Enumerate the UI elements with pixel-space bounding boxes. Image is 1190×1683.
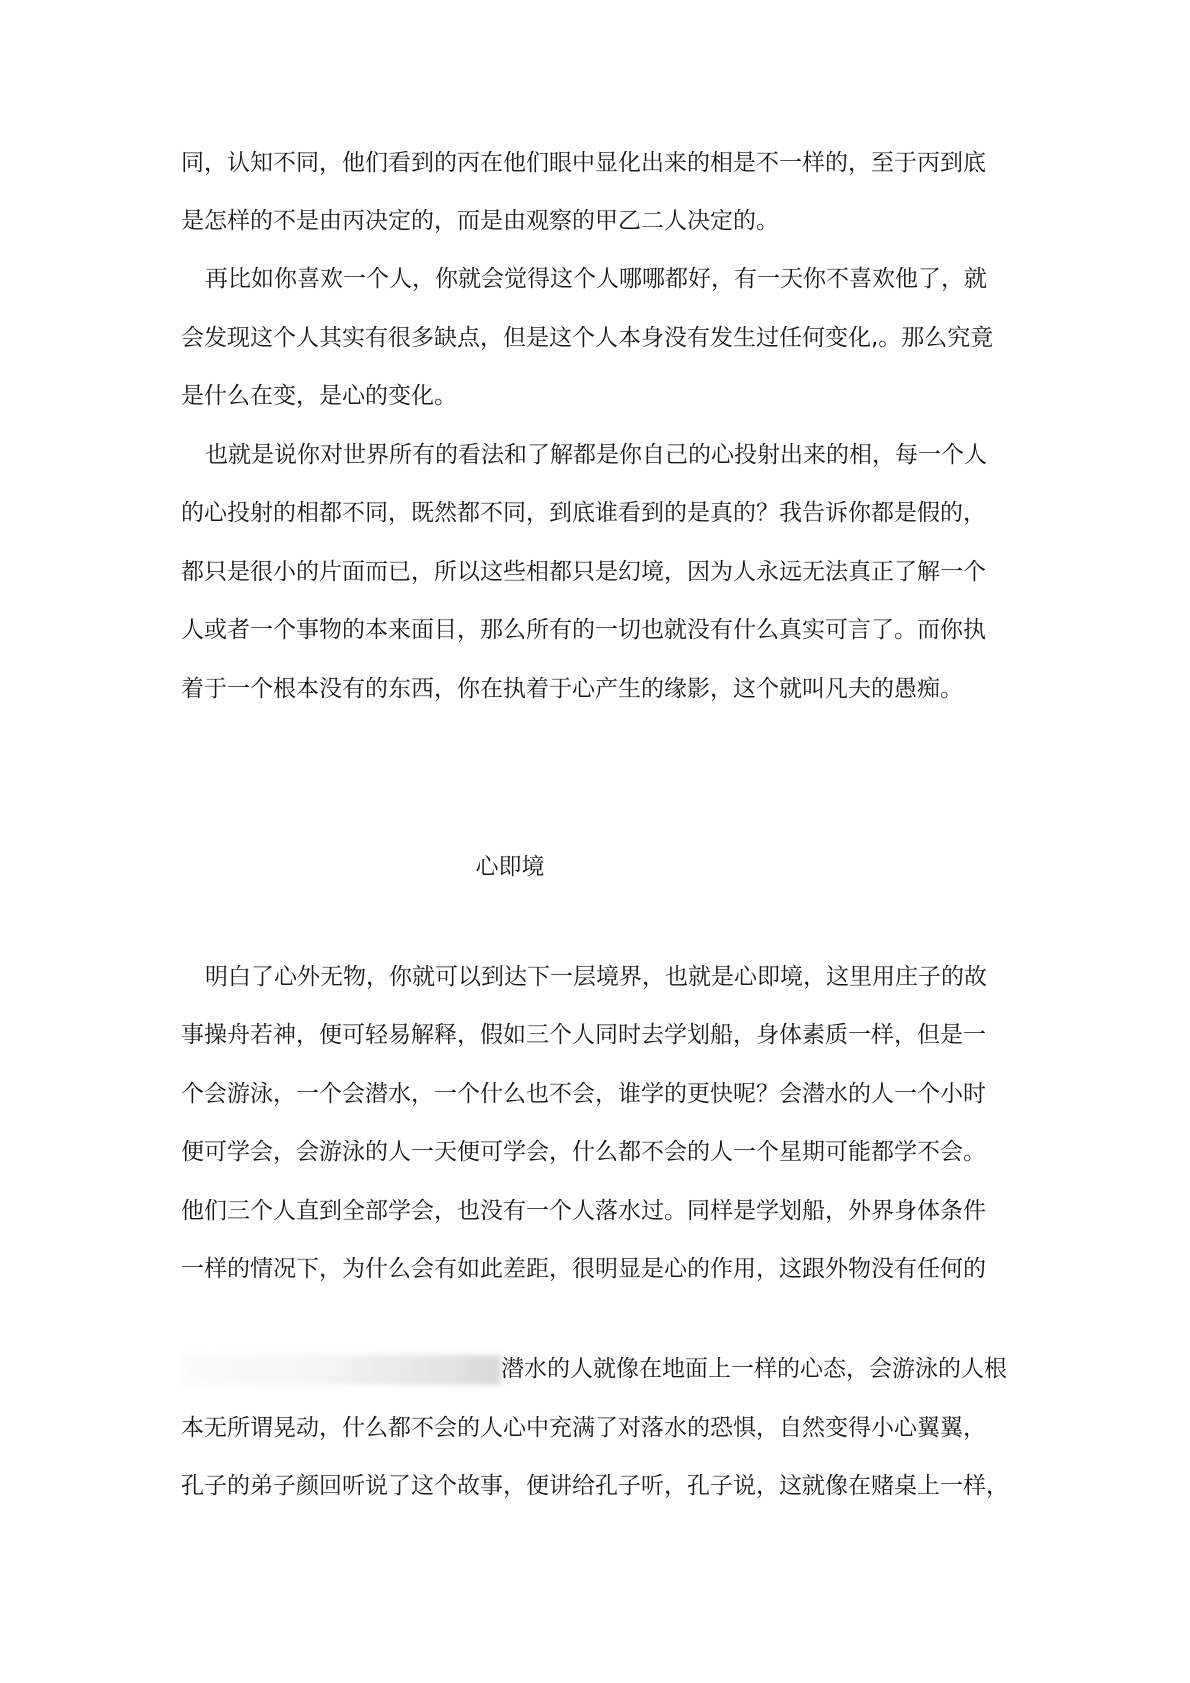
paragraph-4-line-9: 孔子的弟子颜回听说了这个故事，便讲给孔子听，孔子说，这就像在赌桌上一样， bbox=[181, 1473, 1009, 1499]
paragraph-2-line-1: 再比如你喜欢一个人，你就会觉得这个人哪哪都好，有一天你不喜欢他了，就 bbox=[205, 266, 987, 292]
paragraph-3-line-4: 人或者一个事物的本来面目，那么所有的一切也就没有什么真实可言了。而你执 bbox=[181, 617, 986, 643]
paragraph-4-line-7-visible-part: 潜水的人就像在地面上一样的心态，会游泳的人根 bbox=[501, 1356, 1007, 1382]
paragraph-4-line-3: 个会游泳，一个会潜水，一个什么也不会，谁学的更快呢？会潜水的人一个小时 bbox=[181, 1081, 986, 1107]
paragraph-3-line-5: 着于一个根本没有的东西，你在执着于心产生的缘影，这个就叫凡夫的愚痴。 bbox=[181, 676, 963, 702]
paragraph-4-line-1: 明白了心外无物，你就可以到达下一层境界，也就是心即境，这里用庄子的故 bbox=[205, 964, 987, 990]
paragraph-3-line-3: 都只是很小的片面而已，所以这些相都只是幻境，因为人永远无法真正了解一个 bbox=[181, 559, 986, 585]
section-heading: 心即境 bbox=[475, 854, 545, 880]
paragraph-4-line-5: 他们三个人直到全部学会，也没有一个人落水过。同样是学划船，外界身体条件 bbox=[181, 1198, 986, 1224]
paragraph-2-line-2: 会发现这个人其实有很多缺点，但是这个人本身没有发生过任何变化,。那么究竟 bbox=[181, 325, 994, 351]
paragraph-4-line-4: 便可学会，会游泳的人一天便可学会，什么都不会的人一个星期可能都学不会。 bbox=[181, 1139, 986, 1165]
paragraph-3-line-1: 也就是说你对世界所有的看法和了解都是你自己的心投射出来的相，每一个人 bbox=[205, 442, 987, 468]
paragraph-4-line-8: 本无所谓晃动，什么都不会的人心中充满了对落水的恐惧，自然变得小心翼翼， bbox=[181, 1415, 986, 1441]
paragraph-3-line-2: 的心投射的相都不同，既然都不同，到底谁看到的是真的？我告诉你都是假的， bbox=[181, 500, 986, 526]
paragraph-4-line-7-obscured bbox=[181, 1349, 1021, 1389]
paragraph-4-line-6: 一样的情况下，为什么会有如此差距，很明显是心的作用，这跟外物没有任何的 bbox=[181, 1256, 986, 1282]
blur-redaction bbox=[181, 1355, 501, 1385]
paragraph-4-line-2: 事操舟若神，便可轻易解释，假如三个人同时去学划船，身体素质一样，但是一 bbox=[181, 1022, 986, 1048]
paragraph-1-line-1: 同，认知不同，他们看到的丙在他们眼中显化出来的相是不一样的，至于丙到底 bbox=[181, 150, 986, 176]
paragraph-2-line-3: 是什么在变，是心的变化。 bbox=[181, 383, 457, 409]
paragraph-1-line-2: 是怎样的不是由丙决定的，而是由观察的甲乙二人决定的。 bbox=[181, 208, 779, 234]
